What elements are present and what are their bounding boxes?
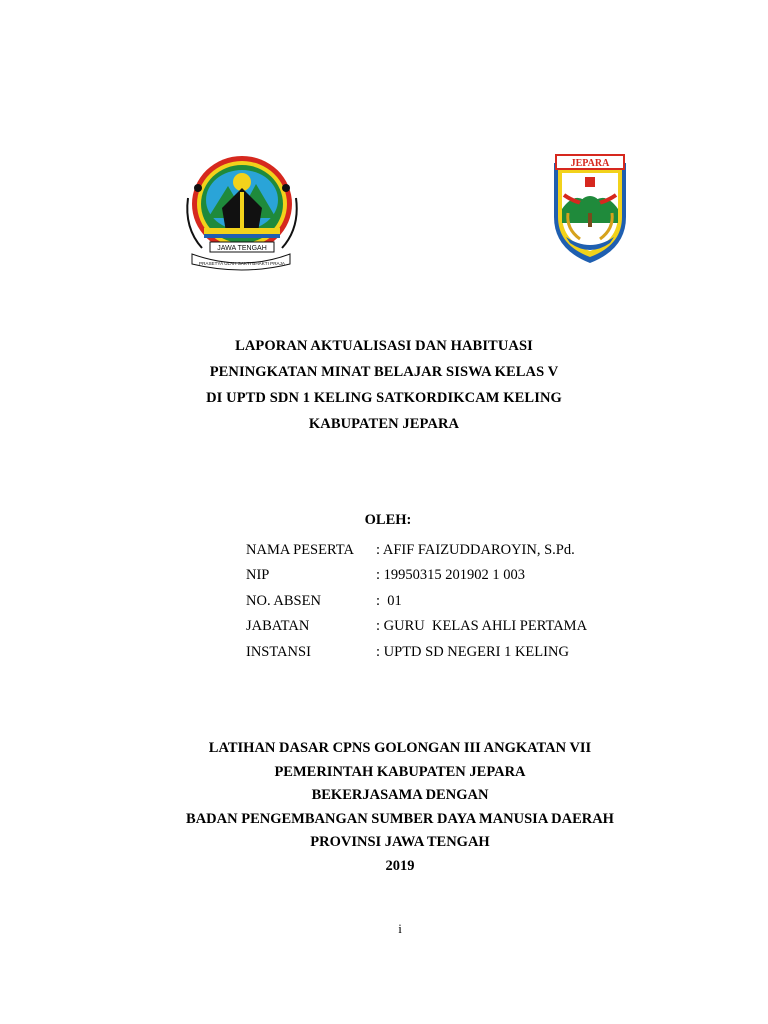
page-number: i	[398, 921, 402, 936]
footer-line-1: LATIHAN DASAR CPNS GOLONGAN III ANGKATAN VII	[208, 740, 592, 756]
title-line-3: DI UPTD SDN 1 KELING SATKORDIKCAM KELING	[206, 390, 562, 406]
info-row-name	[246, 541, 646, 566]
jepara-banner-text: JEPARA	[570, 158, 610, 169]
info-value: : AFIF FAIZUDDAROYIN, S.Pd.	[376, 542, 575, 558]
participant-info	[246, 541, 646, 668]
motto-text: PRASETYA ULAH SAKTI BHAKTI PRAJA	[199, 261, 285, 266]
info-row-nip	[246, 566, 646, 591]
institution-block	[0, 737, 768, 879]
title-line-2: PENINGKATAN MINAT BELAJAR SISWA KELAS V	[209, 364, 559, 380]
info-label: JABATAN	[246, 618, 310, 635]
info-label: NAMA PESERTA	[246, 542, 354, 558]
info-value: : GURU KELAS AHLI PERTAMA	[376, 618, 588, 635]
title-line-4: KABUPATEN JEPARA	[308, 416, 460, 432]
info-value: : UPTD SD NEGERI 1 KELING	[376, 643, 569, 660]
info-value: : 01	[376, 592, 402, 609]
report-title	[0, 333, 768, 437]
ribbon-text: JAWA TENGAH	[217, 245, 267, 252]
info-label: INSTANSI	[246, 643, 311, 660]
footer-line-4: BADAN PENGEMBANGAN SUMBER DAYA MANUSIA DAERAH	[186, 810, 614, 827]
info-row-jabatan	[246, 617, 646, 642]
info-label: NIP	[246, 567, 270, 584]
info-row-absen	[246, 592, 646, 617]
info-row-instansi	[246, 643, 646, 668]
jepara-logo	[550, 153, 630, 265]
info-label: NO. ABSEN	[246, 592, 321, 609]
footer-line-2: PEMERINTAH KABUPATEN JEPARA	[274, 763, 526, 780]
footer-line-5: PROVINSI JAWA TENGAH	[310, 834, 490, 851]
jawa-tengah-logo	[182, 148, 300, 274]
title-line-1: LAPORAN AKTUALISASI DAN HABITUASI	[235, 338, 533, 354]
info-value: : 19950315 201902 1 003	[376, 567, 526, 584]
footer-line-3: BEKERJASAMA DENGAN	[311, 787, 489, 804]
oleh-heading: OLEH:	[364, 512, 412, 528]
footer-line-year: 2019	[385, 857, 415, 874]
